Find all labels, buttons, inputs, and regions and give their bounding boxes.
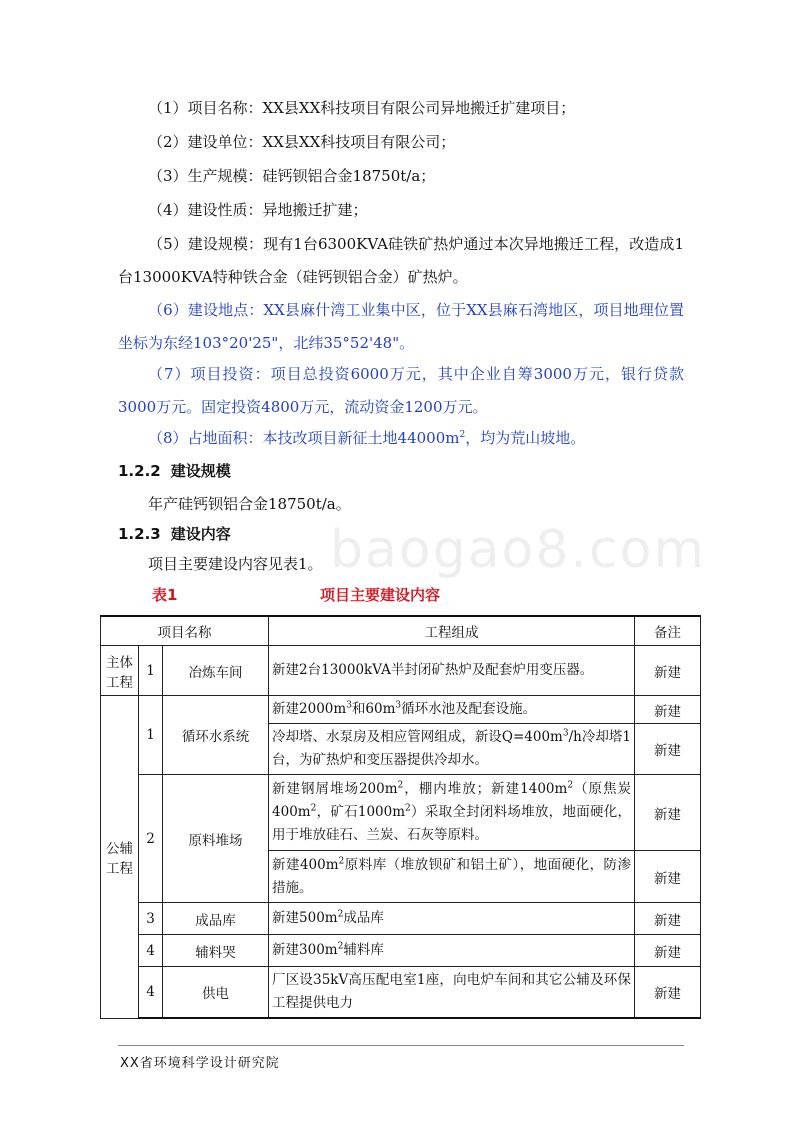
land-area-text: （8）占地面积：本技改项目新征土地44000m: [148, 429, 460, 447]
table-row: [101, 696, 701, 724]
construction-table: [100, 615, 701, 1019]
table-header-row: [101, 616, 701, 646]
superscript: 2: [405, 803, 411, 814]
section-number: 1.2.3: [118, 525, 161, 543]
superscript: 2: [338, 856, 345, 866]
row-number: 1: [139, 646, 163, 696]
row-note: 新建: [635, 967, 701, 1019]
section-title: 建设内容: [170, 525, 231, 543]
land-area-sup: 2: [459, 430, 466, 440]
row-composition: [269, 775, 635, 851]
row-note: 新建: [635, 646, 701, 696]
section-heading-content: [118, 523, 231, 544]
text-part: 新建400m: [272, 856, 339, 873]
item-construction-nature: （4）建设性质：异地搬迁扩建；: [148, 201, 368, 219]
row-composition: [269, 851, 635, 903]
row-note: 新建: [635, 696, 701, 724]
text-part: 原料库（堆放钡矿和铝土矿），地面硬化，防渗措施。: [272, 856, 632, 896]
footer-divider: [118, 1045, 684, 1046]
text-part: /h冷却塔1台，为矿热炉和变压器提供冷却水。: [272, 729, 631, 768]
row-name: 供电: [163, 967, 269, 1019]
superscript: 2: [337, 941, 344, 952]
section-heading-scale: [118, 460, 231, 481]
row-composition: [269, 724, 635, 775]
text-part: 冷却塔、水泵房及相应管网组成，新设Q=400m: [272, 729, 563, 745]
table-row: [101, 775, 701, 851]
row-composition: [269, 903, 635, 935]
text-part: 新建500m: [272, 910, 338, 926]
row-name: 冶炼车间: [163, 646, 269, 696]
text-part: 和60m: [351, 701, 396, 717]
text-part: 成品库: [343, 910, 384, 926]
text-part: ，棚内堆放；新建1400m: [403, 781, 568, 797]
row-number: 4: [139, 967, 163, 1019]
header-note: 备注: [635, 616, 701, 646]
row-composition: 厂区设35kV高压配电室1座，向电炉车间和其它公辅及环保工程提供电力: [269, 967, 635, 1019]
superscript: 2: [567, 780, 574, 791]
table-row: [101, 903, 701, 935]
superscript: 3: [395, 700, 402, 711]
text-part: 辅料库: [343, 942, 384, 958]
content-text: 项目主要建设内容见表1。: [148, 555, 323, 573]
row-number: 2: [139, 775, 163, 903]
row-composition: 新建2台13000kVA半封闭矿热炉及配套炉用变压器。: [269, 646, 635, 696]
text-part: 新建钢屑堆场200m: [272, 781, 398, 797]
row-note: 新建: [635, 775, 701, 851]
superscript: 2: [310, 803, 317, 814]
text-part: 新建300m: [272, 942, 338, 958]
item-production-scale: （3）生产规模：硅钙钡铝合金18750t/a；: [148, 167, 436, 185]
row-number: 1: [139, 696, 163, 775]
row-name: 成品库: [163, 903, 269, 935]
row-composition: [269, 696, 635, 724]
row-note: 新建: [635, 724, 701, 775]
superscript: 3: [346, 700, 352, 711]
group-aux: 公辅工程: [101, 696, 139, 1019]
scale-text: 年产硅钙钡铝合金18750t/a。: [148, 495, 351, 513]
table-label: 表1: [152, 586, 178, 604]
item-investment: （7）项目投资：项目总投资6000万元，其中企业自筹3000万元，银行贷款3000万元。固定投资4800万元，流动资金1200万元。: [118, 365, 684, 416]
row-number: 3: [139, 903, 163, 935]
watermark: baogao8.com: [330, 520, 707, 580]
header-composition: 工程组成: [269, 616, 635, 646]
item-construction-scale: （5）建设规模：现有1台6300KVA硅铁矿热炉通过本次异地搬迁工程，改造成1台13000KVA特种铁合金（硅钙钡铝合金）矿热炉。: [118, 235, 684, 286]
footer-institute: XX省环境科学设计研究院: [120, 1056, 280, 1071]
land-area-tail: ，均为荒山坡地。: [465, 429, 586, 447]
superscript: 2: [337, 909, 344, 920]
table-row: [101, 646, 701, 696]
item-construction-site: （6）建设地点：XX县麻什湾工业集中区，位于XX县麻石湾地区，项目地理位置坐标为东经103°20'25"，北纬35°52'48"。: [118, 301, 684, 352]
row-name: 辅料哭: [163, 935, 269, 967]
group-main: 主体工程: [101, 646, 139, 696]
item-project-name: （1）项目名称：XX县XX科技项目有限公司异地搬迁扩建项目；: [148, 99, 576, 117]
header-project-name: 项目名称: [101, 616, 269, 646]
row-note: 新建: [635, 935, 701, 967]
text-part: 循环水池及配套设施。: [401, 701, 537, 717]
row-number: 4: [139, 935, 163, 967]
text-part: （原焦炭400m: [272, 781, 632, 820]
section-title: 建设规模: [170, 462, 231, 480]
text-part: ）采取全封闭料场堆放，地面硬化，用于堆放硅石、兰炭、石灰等原料。: [272, 804, 632, 843]
text-part: ，矿石1000m: [316, 804, 406, 820]
row-composition: [269, 935, 635, 967]
row-note: 新建: [635, 851, 701, 903]
text-part: 新建2000m: [272, 701, 347, 717]
table-row: [101, 935, 701, 967]
superscript: 2: [397, 780, 404, 791]
section-number: 1.2.2: [118, 462, 161, 480]
item-construction-unit: （2）建设单位：XX县XX科技项目有限公司；: [148, 133, 456, 151]
table-row: [101, 967, 701, 1019]
row-name: 原料堆场: [163, 775, 269, 903]
table-title: 项目主要建设内容: [320, 586, 441, 604]
superscript: 3: [562, 728, 569, 739]
row-note: 新建: [635, 903, 701, 935]
row-name: 循环水系统: [163, 696, 269, 775]
item-land-area: [118, 422, 684, 455]
